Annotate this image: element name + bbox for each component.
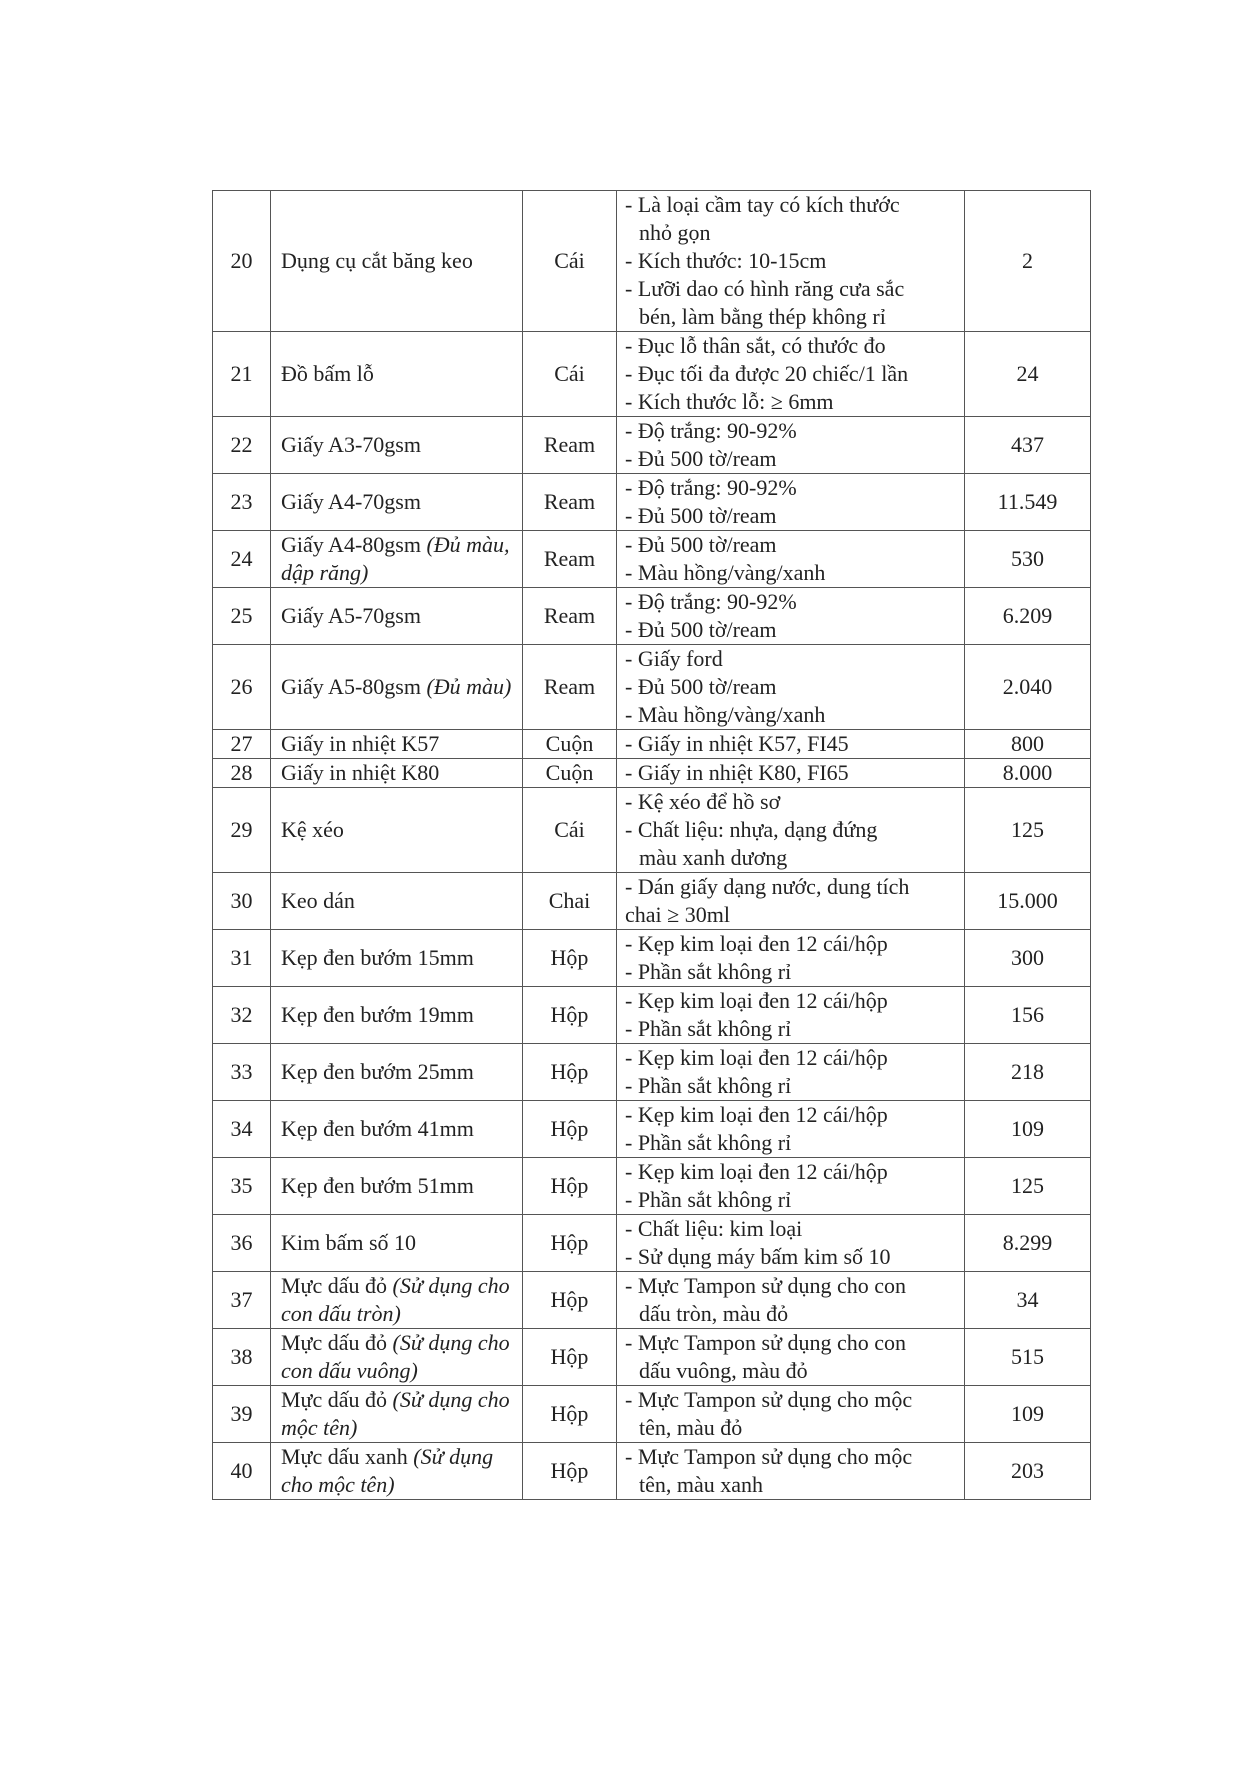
spec-line: - Kích thước: 10-15cm <box>625 248 827 273</box>
spec-line: nhỏ gọn <box>639 220 711 245</box>
spec-line: - Độ trắng: 90-92% <box>625 418 797 443</box>
item-name: Giấy in nhiệt K57 <box>281 731 440 756</box>
spec-line: - Kẹp kim loại đen 12 cái/hộp <box>625 1159 888 1184</box>
item-name: Giấy A4-70gsm <box>281 489 421 514</box>
item-name-cell <box>271 588 523 645</box>
unit-cell: Hộp <box>523 1329 617 1386</box>
spec-line: - Mực Tampon sử dụng cho con <box>625 1273 906 1298</box>
item-name-cell <box>271 1386 523 1443</box>
table-row <box>213 1272 1091 1329</box>
item-name: Giấy A3-70gsm <box>281 432 421 457</box>
spec-line: - Dán giấy dạng nước, dung tích <box>625 874 910 899</box>
row-number: 39 <box>213 1386 271 1443</box>
table-row <box>213 759 1091 788</box>
item-name: Giấy A5-70gsm <box>281 603 421 628</box>
item-name: Kim bấm số 10 <box>281 1230 417 1255</box>
spec-line: - Đục lỗ thân sắt, có thước đo <box>625 333 886 358</box>
quantity-cell: 6.209 <box>965 588 1091 645</box>
quantity-cell: 15.000 <box>965 873 1091 930</box>
item-name: Mực dấu xanh <box>281 1444 408 1469</box>
table-row <box>213 588 1091 645</box>
quantity-cell: 109 <box>965 1386 1091 1443</box>
row-number: 23 <box>213 474 271 531</box>
spec-line: - Phần sắt không rỉ <box>625 1073 792 1098</box>
spec-cell <box>617 417 965 474</box>
row-number: 36 <box>213 1215 271 1272</box>
unit-cell: Cuộn <box>523 759 617 788</box>
unit-cell: Cuộn <box>523 730 617 759</box>
spec-line: - Độ trắng: 90-92% <box>625 589 797 614</box>
spec-line: - Giấy ford <box>625 646 723 671</box>
item-name: Đồ bấm lỗ <box>281 361 374 386</box>
item-name-cell <box>271 1158 523 1215</box>
item-name-cell <box>271 645 523 730</box>
row-number: 34 <box>213 1101 271 1158</box>
item-name-cell <box>271 531 523 588</box>
unit-cell: Cái <box>523 332 617 417</box>
unit-cell: Hộp <box>523 1101 617 1158</box>
spec-cell <box>617 1158 965 1215</box>
table-row <box>213 1329 1091 1386</box>
row-number: 24 <box>213 531 271 588</box>
spec-line: - Đủ 500 tờ/ream <box>625 532 777 557</box>
table-row <box>213 1215 1091 1272</box>
spec-line: dấu tròn, màu đỏ <box>639 1301 789 1326</box>
item-name: Keo dán <box>281 888 355 913</box>
item-name: Giấy A5-80gsm <box>281 674 421 699</box>
spec-line: - Mực Tampon sử dụng cho mộc <box>625 1387 913 1412</box>
unit-cell: Hộp <box>523 1386 617 1443</box>
item-note: (Sử dụng cho con dấu tròn) <box>281 1273 510 1326</box>
table-row <box>213 987 1091 1044</box>
spec-cell <box>617 531 965 588</box>
row-number: 28 <box>213 759 271 788</box>
item-name: Kẹp đen bướm 51mm <box>281 1173 474 1198</box>
item-note: (Sử dụng cho mộc tên) <box>281 1444 494 1497</box>
spec-cell <box>617 759 965 788</box>
quantity-cell: 515 <box>965 1329 1091 1386</box>
item-name: Giấy A4-80gsm <box>281 532 421 557</box>
row-number: 25 <box>213 588 271 645</box>
row-number: 40 <box>213 1443 271 1500</box>
quantity-cell: 24 <box>965 332 1091 417</box>
spec-line: - Chất liệu: nhựa, dạng đứng <box>625 817 878 842</box>
spec-line: - Đủ 500 tờ/ream <box>625 503 777 528</box>
spec-line: - Phần sắt không rỉ <box>625 1016 792 1041</box>
item-name: Kẹp đen bướm 41mm <box>281 1116 474 1141</box>
item-name-cell <box>271 191 523 332</box>
item-name-cell <box>271 987 523 1044</box>
spec-line: - Đủ 500 tờ/ream <box>625 446 777 471</box>
table-row <box>213 474 1091 531</box>
unit-cell: Hộp <box>523 930 617 987</box>
unit-cell: Ream <box>523 645 617 730</box>
spec-line: bén, làm bằng thép không rỉ <box>639 304 886 329</box>
unit-cell: Ream <box>523 588 617 645</box>
item-name-cell <box>271 1215 523 1272</box>
spec-cell <box>617 1386 965 1443</box>
table-row <box>213 1101 1091 1158</box>
spec-cell <box>617 191 965 332</box>
spec-cell <box>617 1272 965 1329</box>
quantity-cell: 300 <box>965 930 1091 987</box>
spec-cell <box>617 987 965 1044</box>
quantity-cell: 11.549 <box>965 474 1091 531</box>
spec-line: - Sử dụng máy bấm kim số 10 <box>625 1244 891 1269</box>
item-name: Mực dấu đỏ <box>281 1273 388 1298</box>
unit-cell: Cái <box>523 788 617 873</box>
spec-line: - Phần sắt không rỉ <box>625 1130 792 1155</box>
item-name: Dụng cụ cắt băng keo <box>281 248 473 273</box>
spec-line: - Giấy in nhiệt K80, FI65 <box>625 760 849 785</box>
spec-line: - Chất liệu: kim loại <box>625 1216 803 1241</box>
item-name-cell <box>271 930 523 987</box>
unit-cell: Hộp <box>523 1158 617 1215</box>
item-name-cell <box>271 1101 523 1158</box>
spec-line: - Là loại cầm tay có kích thước <box>625 192 900 217</box>
item-name-cell <box>271 1329 523 1386</box>
spec-line: chai ≥ 30ml <box>625 902 730 927</box>
spec-cell <box>617 1101 965 1158</box>
unit-cell: Hộp <box>523 1443 617 1500</box>
spec-line: - Kích thước lỗ: ≥ 6mm <box>625 389 834 414</box>
table-row <box>213 1158 1091 1215</box>
spec-cell <box>617 1329 965 1386</box>
spec-cell <box>617 873 965 930</box>
row-number: 30 <box>213 873 271 930</box>
row-number: 33 <box>213 1044 271 1101</box>
unit-cell: Hộp <box>523 1044 617 1101</box>
unit-cell: Cái <box>523 191 617 332</box>
spec-line: - Giấy in nhiệt K57, FI45 <box>625 731 849 756</box>
spec-cell <box>617 588 965 645</box>
spec-line: - Đục tối đa được 20 chiếc/1 lần <box>625 361 909 386</box>
spec-line: tên, màu đỏ <box>639 1415 743 1440</box>
spec-line: - Màu hồng/vàng/xanh <box>625 702 826 727</box>
quantity-cell: 156 <box>965 987 1091 1044</box>
unit-cell: Hộp <box>523 1215 617 1272</box>
table-row <box>213 531 1091 588</box>
quantity-cell: 800 <box>965 730 1091 759</box>
spec-line: - Lưỡi dao có hình răng cưa sắc <box>625 276 905 301</box>
quantity-cell: 125 <box>965 788 1091 873</box>
table-row <box>213 788 1091 873</box>
quantity-cell: 2 <box>965 191 1091 332</box>
item-name-cell <box>271 1443 523 1500</box>
row-number: 35 <box>213 1158 271 1215</box>
spec-line: - Màu hồng/vàng/xanh <box>625 560 826 585</box>
item-note: (Đủ màu) <box>426 674 512 699</box>
quantity-cell: 530 <box>965 531 1091 588</box>
spec-line: - Đủ 500 tờ/ream <box>625 674 777 699</box>
row-number: 38 <box>213 1329 271 1386</box>
item-note: (Sử dụng cho con dấu vuông) <box>281 1330 510 1383</box>
table-body <box>213 191 1091 1500</box>
item-name-cell <box>271 417 523 474</box>
row-number: 37 <box>213 1272 271 1329</box>
item-name: Mực dấu đỏ <box>281 1387 388 1412</box>
spec-cell <box>617 788 965 873</box>
spec-line: - Mực Tampon sử dụng cho mộc <box>625 1444 913 1469</box>
unit-cell: Ream <box>523 474 617 531</box>
row-number: 21 <box>213 332 271 417</box>
item-name-cell <box>271 730 523 759</box>
spec-cell <box>617 1215 965 1272</box>
spec-cell <box>617 930 965 987</box>
item-name-cell <box>271 873 523 930</box>
spec-line: - Phần sắt không rỉ <box>625 959 792 984</box>
supply-table <box>212 190 1091 1500</box>
row-number: 29 <box>213 788 271 873</box>
item-name-cell <box>271 759 523 788</box>
spec-line: - Mực Tampon sử dụng cho con <box>625 1330 906 1355</box>
item-name-cell <box>271 1272 523 1329</box>
quantity-cell: 8.299 <box>965 1215 1091 1272</box>
item-note: (Sử dụng cho mộc tên) <box>281 1387 510 1440</box>
table-row <box>213 1044 1091 1101</box>
table-row <box>213 645 1091 730</box>
item-name: Kệ xéo <box>281 817 344 842</box>
quantity-cell: 34 <box>965 1272 1091 1329</box>
spec-line: - Phần sắt không rỉ <box>625 1187 792 1212</box>
item-name: Mực dấu đỏ <box>281 1330 388 1355</box>
table-row <box>213 332 1091 417</box>
unit-cell: Ream <box>523 531 617 588</box>
quantity-cell: 437 <box>965 417 1091 474</box>
spec-line: tên, màu xanh <box>639 1472 764 1497</box>
spec-cell <box>617 332 965 417</box>
item-name: Kẹp đen bướm 25mm <box>281 1059 474 1084</box>
row-number: 32 <box>213 987 271 1044</box>
row-number: 20 <box>213 191 271 332</box>
item-name-cell <box>271 1044 523 1101</box>
spec-line: - Kẹp kim loại đen 12 cái/hộp <box>625 931 888 956</box>
spec-line: - Đủ 500 tờ/ream <box>625 617 777 642</box>
quantity-cell: 125 <box>965 1158 1091 1215</box>
row-number: 31 <box>213 930 271 987</box>
spec-cell <box>617 645 965 730</box>
quantity-cell: 8.000 <box>965 759 1091 788</box>
quantity-cell: 203 <box>965 1443 1091 1500</box>
row-number: 27 <box>213 730 271 759</box>
item-name: Kẹp đen bướm 15mm <box>281 945 474 970</box>
unit-cell: Chai <box>523 873 617 930</box>
table-row <box>213 730 1091 759</box>
spec-cell <box>617 730 965 759</box>
spec-cell <box>617 1443 965 1500</box>
table-row <box>213 1386 1091 1443</box>
unit-cell: Hộp <box>523 1272 617 1329</box>
item-name-cell <box>271 788 523 873</box>
row-number: 26 <box>213 645 271 730</box>
spec-cell <box>617 1044 965 1101</box>
item-name: Kẹp đen bướm 19mm <box>281 1002 474 1027</box>
item-name: Giấy in nhiệt K80 <box>281 760 440 785</box>
unit-cell: Ream <box>523 417 617 474</box>
spec-line: - Kệ xéo để hồ sơ <box>625 789 781 814</box>
spec-line: màu xanh dương <box>639 845 788 870</box>
quantity-cell: 218 <box>965 1044 1091 1101</box>
table-row <box>213 191 1091 332</box>
table-row <box>213 1443 1091 1500</box>
spec-line: - Độ trắng: 90-92% <box>625 475 797 500</box>
item-name-cell <box>271 332 523 417</box>
table-row <box>213 417 1091 474</box>
spec-line: - Kẹp kim loại đen 12 cái/hộp <box>625 1102 888 1127</box>
item-name-cell <box>271 474 523 531</box>
quantity-cell: 2.040 <box>965 645 1091 730</box>
spec-line: dấu vuông, màu đỏ <box>639 1358 808 1383</box>
row-number: 22 <box>213 417 271 474</box>
spec-line: - Kẹp kim loại đen 12 cái/hộp <box>625 988 888 1013</box>
item-note: (Đủ màu, dập răng) <box>281 532 510 585</box>
spec-cell <box>617 474 965 531</box>
spec-line: - Kẹp kim loại đen 12 cái/hộp <box>625 1045 888 1070</box>
quantity-cell: 109 <box>965 1101 1091 1158</box>
table-row <box>213 930 1091 987</box>
unit-cell: Hộp <box>523 987 617 1044</box>
table-row <box>213 873 1091 930</box>
